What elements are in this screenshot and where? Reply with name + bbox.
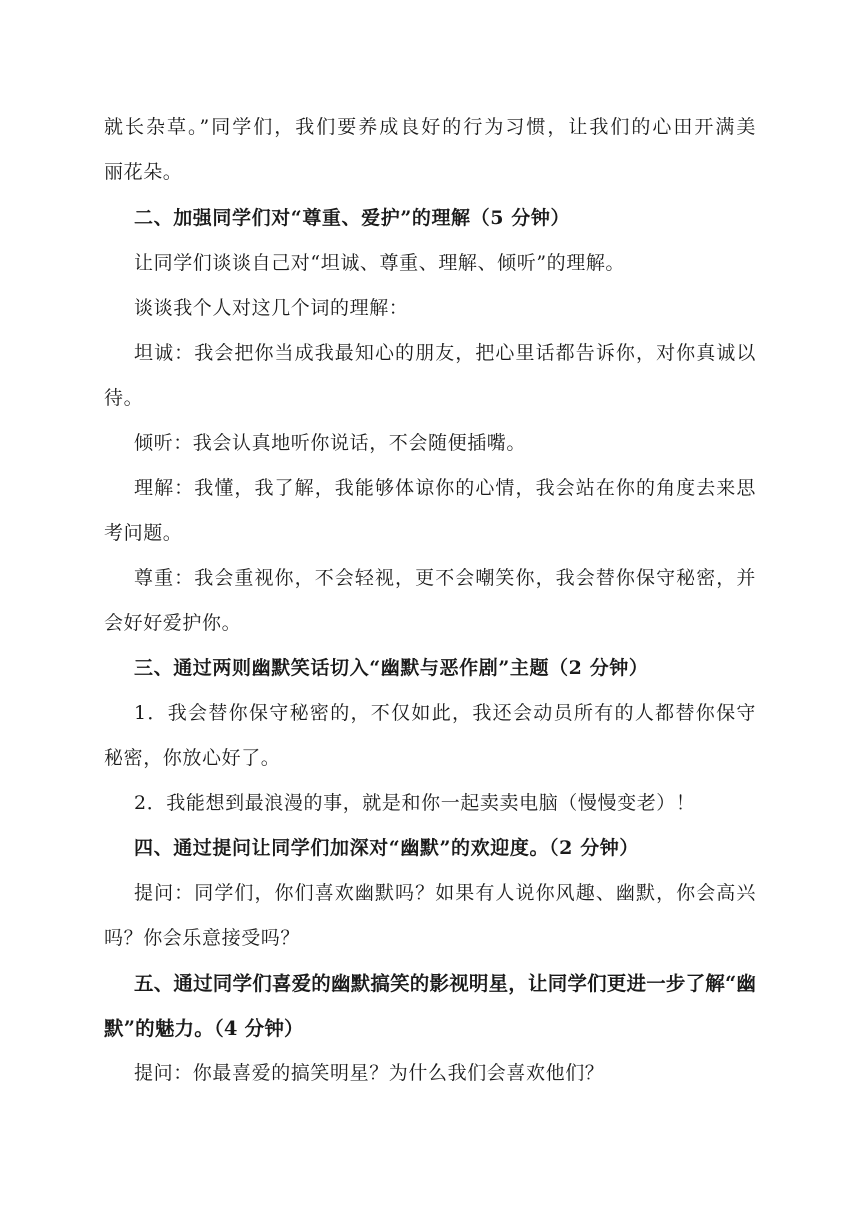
section-heading: 三、通过两则幽默笑话切入“幽默与恶作剧”主题（2 分钟）	[134, 657, 649, 679]
paragraph-line: 理解：我懂，我了解，我能够体谅你的心情，我会站在你的角度去来思	[134, 477, 756, 499]
paragraph-line: 考问题。	[104, 522, 183, 544]
section-heading: 二、加强同学们对“尊重、爱护”的理解（5 分钟）	[134, 207, 571, 229]
paragraph-line: 让同学们谈谈自己对“坦诚、尊重、理解、倾听”的理解。	[134, 252, 626, 274]
paragraph-line: 提问：同学们，你们喜欢幽默吗？如果有人说你风趣、幽默，你会高兴	[134, 882, 756, 904]
paragraph-line: 吗？你会乐意接受吗？	[104, 927, 301, 949]
section-heading: 五、通过同学们喜爱的幽默搞笑的影视明星，让同学们更进一步了解“幽	[134, 972, 757, 995]
paragraph-line: 倾听：我会认真地听你说话，不会随便插嘴。	[134, 432, 527, 454]
paragraph-line: 丽花朵。	[104, 161, 183, 183]
paragraph-line: 提问：你最喜爱的搞笑明星？为什么我们会喜欢他们？	[134, 1062, 605, 1084]
paragraph-line: 会好好爱护你。	[104, 612, 242, 634]
list-item-line: 1．我会替你保守秘密的，不仅如此，我还会动员所有的人都替你保守	[134, 702, 756, 724]
paragraph-line: 待。	[104, 387, 144, 409]
section-heading: 四、通过提问让同学们加深对“幽默”的欢迎度。（2 分钟）	[134, 837, 639, 859]
list-item-line: 秘密，你放心好了。	[104, 747, 281, 769]
list-item-line: 2．我能想到最浪漫的事，就是和你一起卖卖电脑（慢慢变老）！	[134, 792, 696, 814]
paragraph-line: 坦诚：我会把你当成我最知心的朋友，把心里话都告诉你，对你真诚以	[134, 342, 756, 364]
section-heading: 默”的魅力。（4 分钟）	[104, 1017, 304, 1040]
paragraph-line: 谈谈我个人对这几个词的理解：	[134, 297, 409, 319]
paragraph-line: 尊重：我会重视你，不会轻视，更不会嘲笑你，我会替你保守秘密，并	[134, 567, 756, 589]
paragraph-line: 就长杂草。”同学们，我们要养成良好的行为习惯，让我们的心田开满美	[104, 116, 756, 138]
